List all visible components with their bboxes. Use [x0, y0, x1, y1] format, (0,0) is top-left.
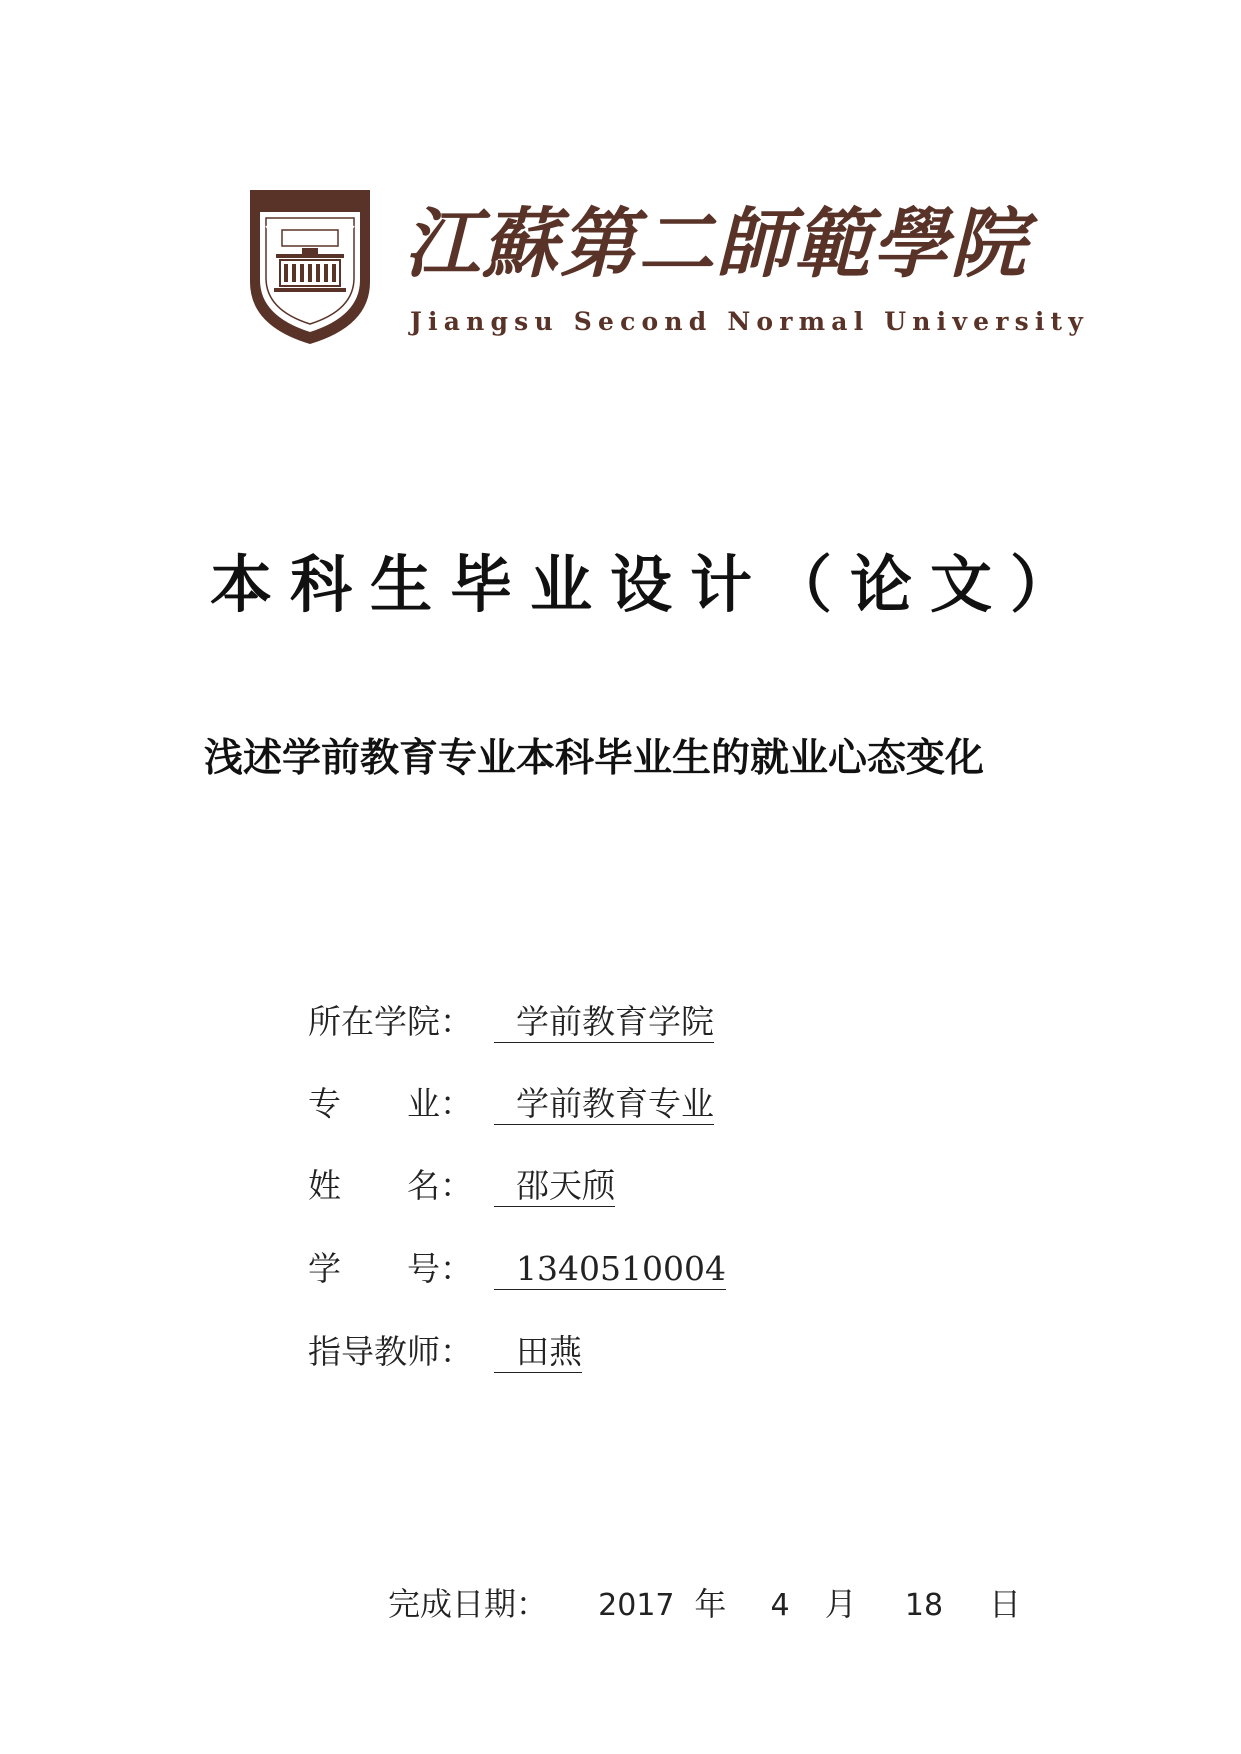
date-label: 完成日期： [388, 1585, 549, 1623]
field-advisor [308, 1328, 582, 1376]
field-label: 专 业： [308, 1084, 473, 1123]
completion-date [388, 1580, 1021, 1630]
field-label: 指导教师： [308, 1332, 473, 1371]
date-month: 4 [770, 1588, 790, 1623]
field-label: 学 号： [308, 1249, 473, 1288]
field-name [308, 1162, 615, 1210]
field-major [308, 1080, 714, 1128]
field-college [308, 998, 714, 1046]
university-emblem-icon [246, 186, 374, 348]
field-label: 姓 名： [308, 1166, 473, 1205]
date-day: 18 [904, 1588, 944, 1623]
university-name-en: Jiangsu Second Normal University [410, 307, 1090, 336]
university-name-cn: 江蘇第二師範學院 [404, 199, 1028, 288]
field-value: 田燕 [494, 1332, 582, 1373]
field-value: 学前教育专业 [494, 1084, 714, 1125]
date-month-unit: 月 [824, 1585, 857, 1623]
date-year: 2017 [598, 1588, 675, 1623]
field-value: 1340510004 [494, 1249, 726, 1290]
date-year-unit: 年 [694, 1585, 727, 1623]
field-value: 邵天颀 [494, 1166, 615, 1207]
page-title: 本科生毕业设计（论文） [210, 548, 1091, 621]
field-label: 所在学院： [308, 1002, 473, 1041]
thesis-title: 浅述学前教育专业本科毕业生的就业心态变化 [204, 736, 985, 781]
field-student-id [308, 1245, 726, 1293]
date-day-unit: 日 [989, 1585, 1022, 1623]
field-value: 学前教育学院 [494, 1002, 714, 1043]
